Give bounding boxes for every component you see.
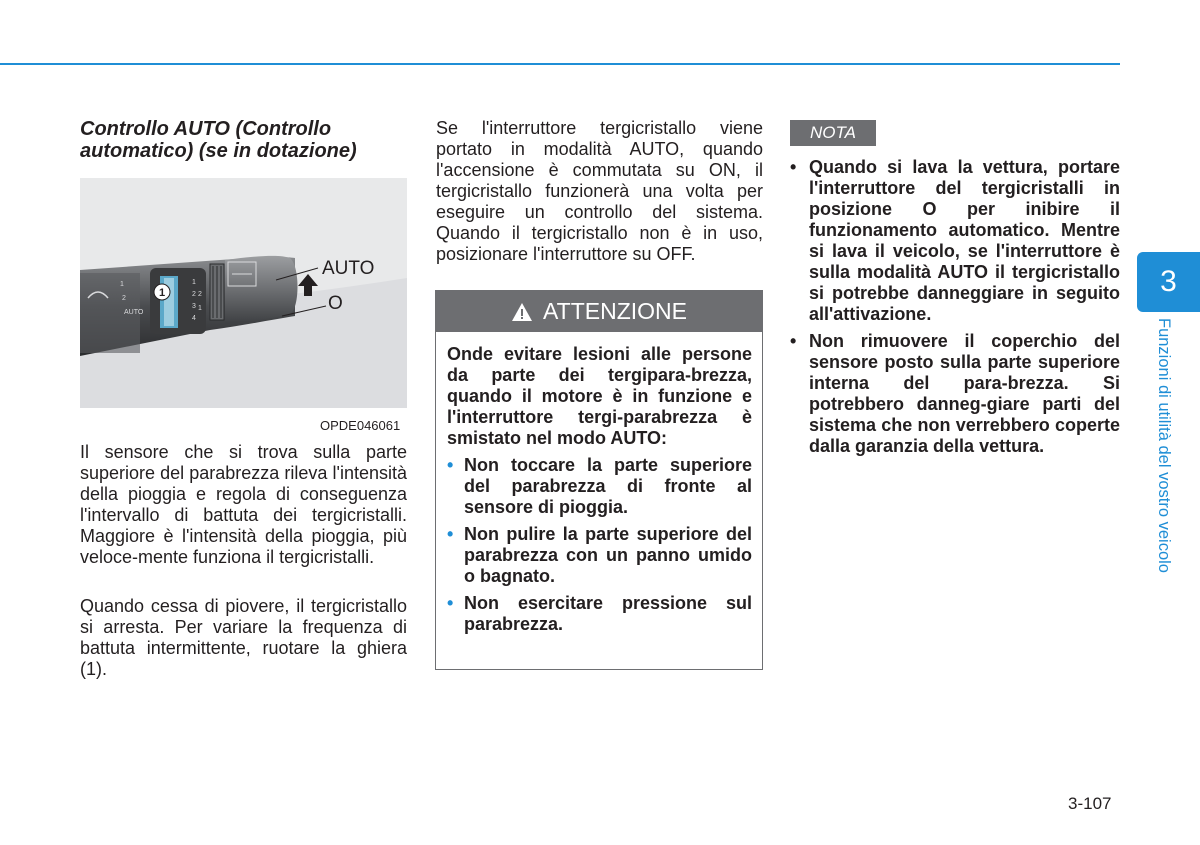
bullet-dot-icon: • [447,524,454,544]
top-rule [0,63,1120,65]
note-bullet: • Quando si lava la vettura, portare l'interruttore del tergicristalli in posizione O per inibire il funzionamento automatico. Mentre si lava il veicolo, se l'interruttore è sulla modalità AUTO il tergicristallo si potrebbe danneggiare in seguito all'attivazione. [790,157,1120,324]
svg-text:1: 1 [198,305,202,312]
bullet-dot-icon: • [790,331,797,351]
note-bullet: • Non rimuovere il coperchio del sensore posto sulla parte superiore interna del para-brezza. Si potrebbero danneg-giare parti del sistema che non verrebbero coperte dalla garanzia della vettura. [790,331,1120,456]
chapter-tab: 3 [1137,252,1200,312]
bullet-dot-icon: • [447,455,454,475]
svg-text:2: 2 [198,291,202,298]
svg-text:2: 2 [192,291,196,298]
note-list [790,157,1120,463]
warning-header [436,291,762,332]
warning-bullets [447,455,752,635]
figure-code: OPDE046061 [320,418,401,433]
warning-bullet: • Non esercitare pressione sul parabrezza. [447,593,752,634]
col2-paragraph-1: Se l'interruttore tergicristallo viene portato in modalità AUTO, quando l'accensione è commutata su ON, il tergicristallo funzionerà una volta per eseguire un controllo del sistema. Quando il tergicristallo non è in uso, posizionare l'interruttore su OFF. [436,118,763,264]
wiper-stalk-illustration [80,178,407,408]
bullet-dot-icon: • [790,157,797,177]
nota-badge: NOTA [790,120,876,146]
chapter-title: Funzioni di utilità del vostro veicolo [1155,318,1173,573]
svg-text:1: 1 [159,287,166,299]
warning-triangle-icon [511,302,533,322]
wiper-stalk-figure [80,178,407,408]
col1-paragraph-1: Il sensore che si trova sulla parte superiore del parabrezza rileva l'intensità della pioggia e regola di conseguenza l'intervallo di battuta dei tergicristalli. Maggiore è l'intensità della pioggia, più veloce-mente funziona il tergicristalli. [80,442,407,567]
off-label: O [328,293,343,314]
page-number: 3-107 [1068,794,1112,813]
warning-intro: Onde evitare lesioni alle persone da parte dei tergipara-brezza, quando il motore è in funzione e l'interruttore tergi-parabrezza è smistato nel modo AUTO: [447,344,752,448]
auto-label: AUTO [322,258,375,279]
svg-text:4: 4 [192,315,196,322]
warning-bullet: • Non pulire la parte superiore del parabrezza con un panno umido o bagnato. [447,524,752,586]
svg-text:3: 3 [192,303,196,310]
svg-text:2: 2 [122,295,126,302]
bullet-dot-icon: • [447,593,454,613]
svg-text:AUTO: AUTO [124,309,144,316]
warning-box [435,290,763,670]
warning-body [447,344,752,641]
section-heading: Controllo AUTO (Controllo automatico) (se in dotazione) [80,118,357,162]
warning-bullet: • Non toccare la parte superiore del parabrezza di fronte al sensore di pioggia. [447,455,752,517]
col1-paragraph-2: Quando cessa di piovere, il tergicristallo si arresta. Per variare la frequenza di battuta intermittente, ruotare la ghiera (1). [80,596,407,679]
svg-text:1: 1 [192,279,196,286]
warning-title: ATTENZIONE [543,298,687,324]
svg-text:1: 1 [120,281,124,288]
